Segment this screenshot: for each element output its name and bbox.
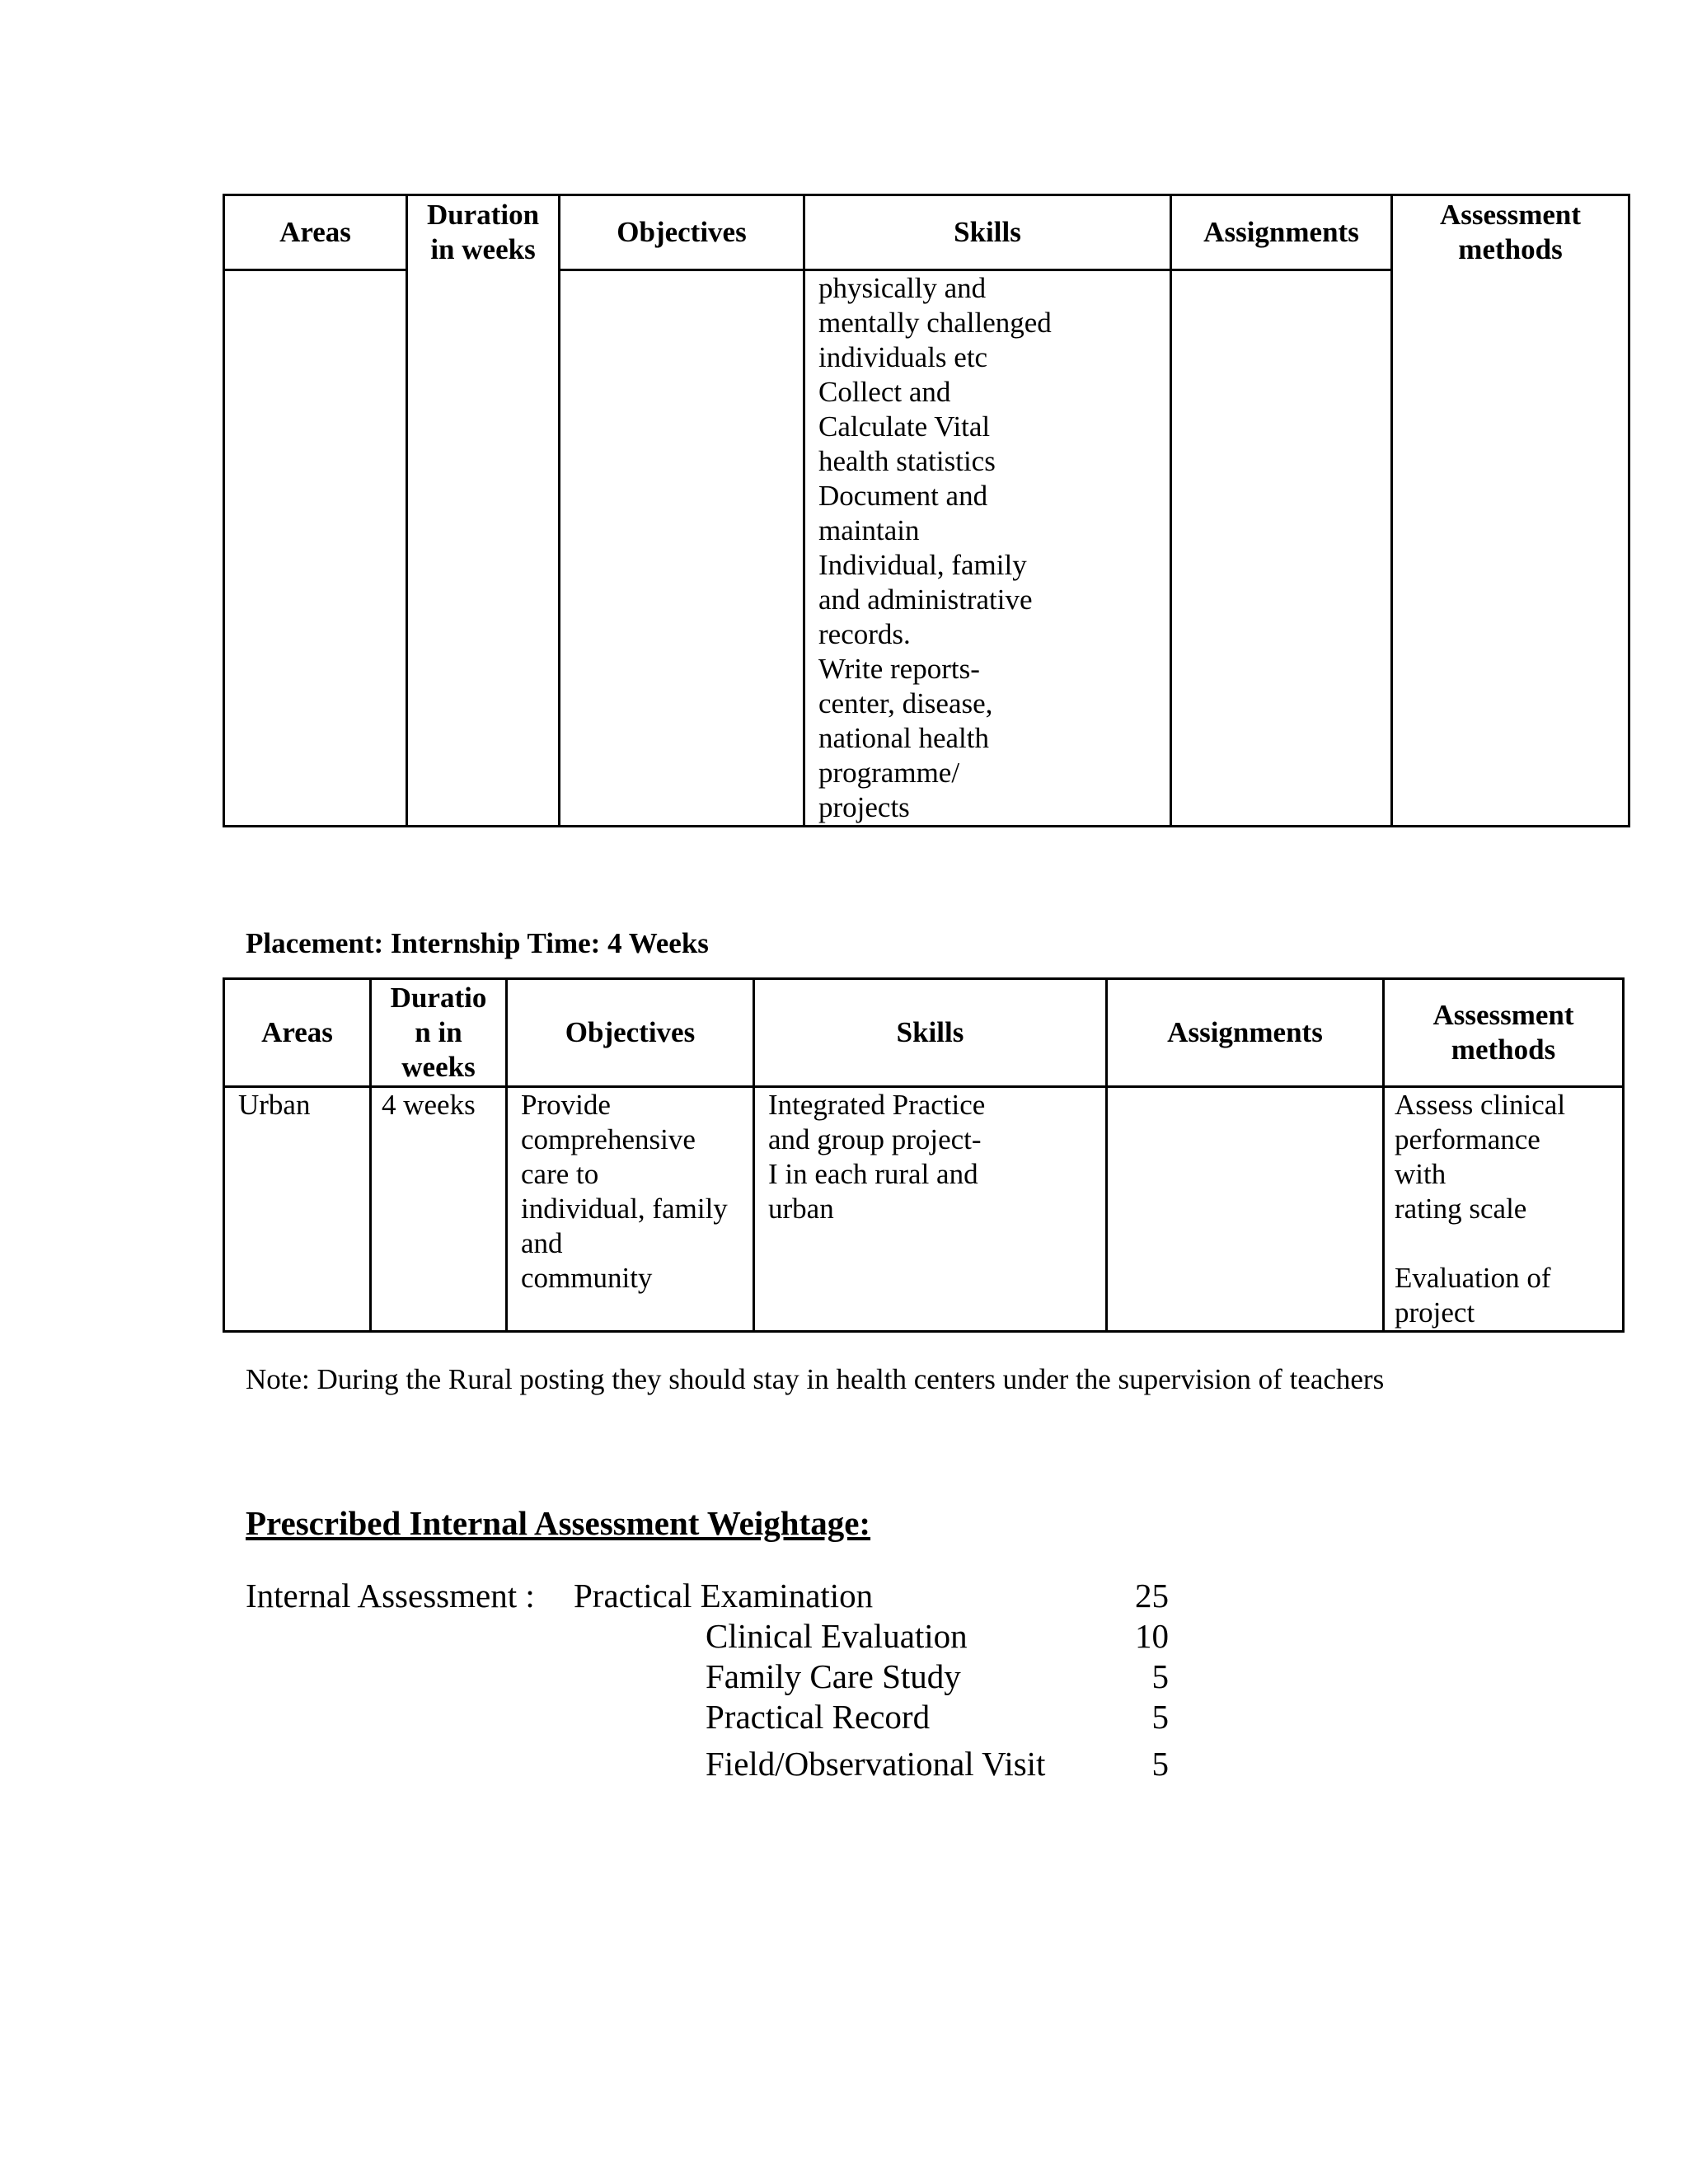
assessment-item-label: Clinical Evaluation xyxy=(706,1617,968,1655)
placement-heading: Placement: Internship Time: 4 Weeks xyxy=(246,927,709,959)
cell-assessment-methods: Assess clinical performance with rating scale Evaluation of project xyxy=(1384,1087,1624,1332)
assessment-item-value: 5 xyxy=(1151,1657,1169,1695)
assessment-item-value: 10 xyxy=(1135,1617,1169,1655)
header-areas: Areas xyxy=(224,979,371,1087)
cell-skills: physically and mentally challenged individuals etc Collect and Calculate Vital health statistics Document and maintain Individual, family and administrative records. Write reports- center, disease, national health programme/ projects xyxy=(804,270,1171,827)
header-duration: Duration in weeks xyxy=(407,195,560,827)
header-assessment-methods: Assessment methods xyxy=(1392,195,1629,827)
header-areas: Areas xyxy=(224,195,407,270)
cell-objectives: Provide comprehensive care to individual, family and community xyxy=(507,1087,754,1332)
cell-areas xyxy=(224,270,407,827)
table-header-row xyxy=(224,979,1624,1087)
cell-assignments xyxy=(1107,1087,1384,1332)
assessment-item-label: Practical Record xyxy=(706,1698,931,1736)
assessment-item-value: 25 xyxy=(1135,1577,1169,1615)
header-objectives: Objectives xyxy=(507,979,754,1087)
assessment-item-label: Family Care Study xyxy=(706,1657,961,1695)
table-row xyxy=(224,1087,1624,1332)
assessment-item-value: 5 xyxy=(1151,1745,1169,1783)
header-skills: Skills xyxy=(754,979,1107,1087)
header-objectives: Objectives xyxy=(560,195,804,270)
header-skills: Skills xyxy=(804,195,1171,270)
header-assignments: Assignments xyxy=(1171,195,1392,270)
header-duration: Duratio n in weeks xyxy=(371,979,507,1087)
header-assignments: Assignments xyxy=(1107,979,1384,1087)
skills-table-continued xyxy=(223,194,1630,827)
internal-assessment-lead: Internal Assessment : xyxy=(246,1577,535,1615)
assessment-item-value: 5 xyxy=(1151,1698,1169,1736)
cell-areas: Urban xyxy=(224,1087,371,1332)
header-assessment-methods: Assessment methods xyxy=(1384,979,1624,1087)
cell-duration: 4 weeks xyxy=(371,1087,507,1332)
internship-table xyxy=(223,977,1625,1333)
assessment-item-label: Field/Observational Visit xyxy=(706,1745,1046,1783)
assessment-item-label: Practical Examination xyxy=(574,1577,874,1615)
rural-posting-note: Note: During the Rural posting they should stay in health centers under the supervision of teachers xyxy=(246,1363,1385,1395)
internal-assessment-heading: Prescribed Internal Assessment Weightage: xyxy=(246,1504,871,1542)
cell-objectives xyxy=(560,270,804,827)
cell-assignments xyxy=(1171,270,1392,827)
table-header-row xyxy=(224,195,1629,270)
cell-skills: Integrated Practice and group project- I in each rural and urban xyxy=(754,1087,1107,1332)
